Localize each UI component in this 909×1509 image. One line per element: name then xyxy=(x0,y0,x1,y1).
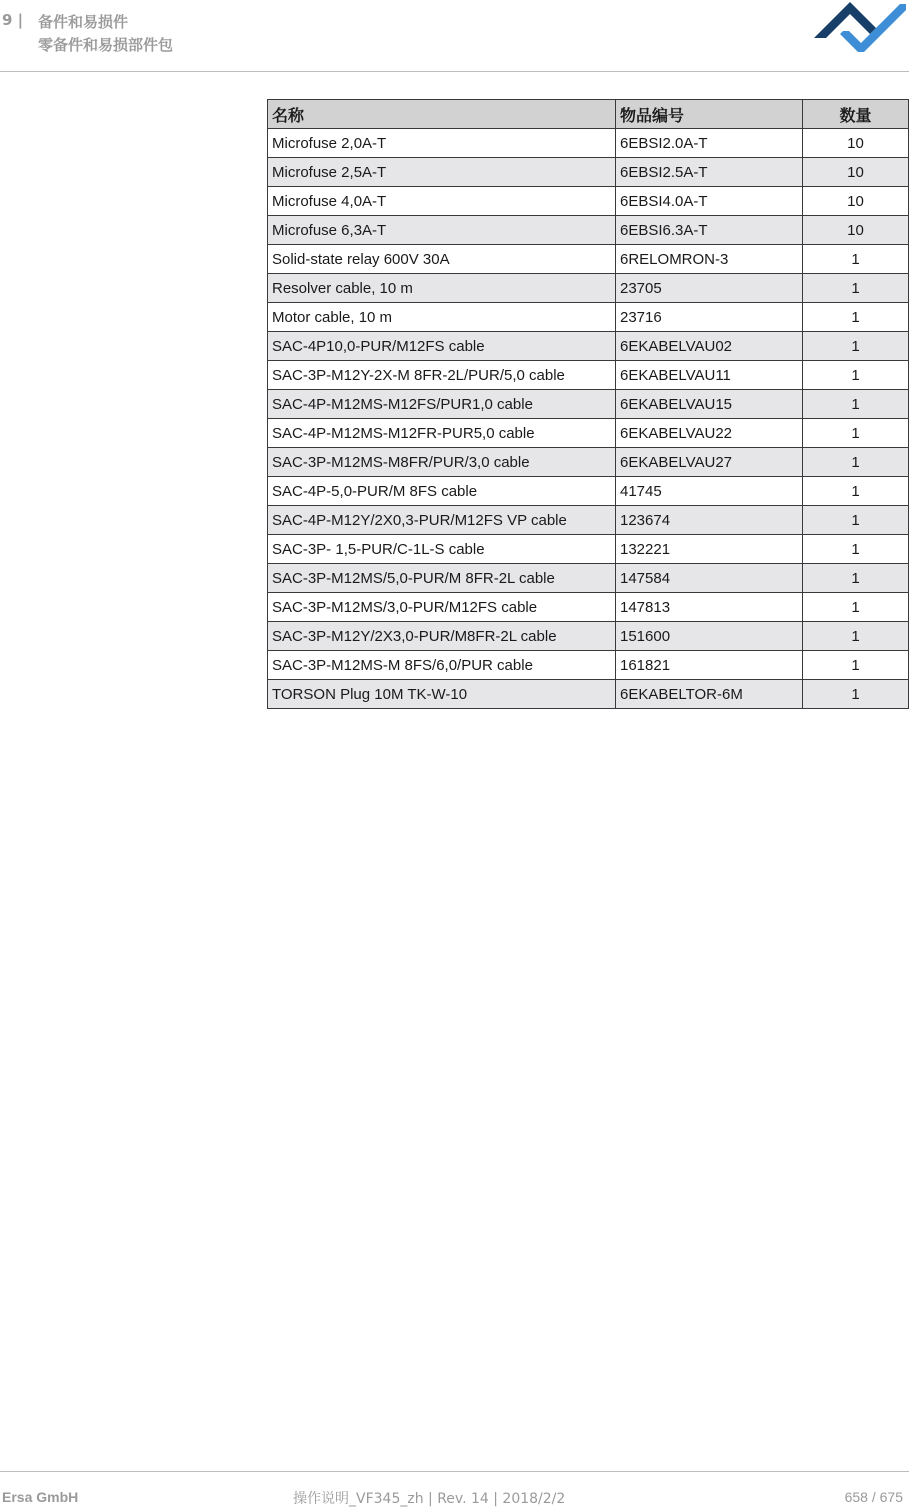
cell-article-number: 41745 xyxy=(616,477,803,506)
table-row xyxy=(268,622,909,651)
table-body xyxy=(268,129,909,709)
cell-name: SAC-3P-M12Y-2X-M 8FR-2L/PUR/5,0 cable xyxy=(268,361,616,390)
table-row xyxy=(268,448,909,477)
cell-quantity: 1 xyxy=(803,622,909,651)
table-row xyxy=(268,187,909,216)
cell-name: SAC-4P10,0-PUR/M12FS cable xyxy=(268,332,616,361)
cell-quantity: 1 xyxy=(803,535,909,564)
ersa-logo-icon xyxy=(814,2,906,60)
table-row xyxy=(268,216,909,245)
table-row xyxy=(268,593,909,622)
cell-name: Resolver cable, 10 m xyxy=(268,274,616,303)
cell-quantity: 1 xyxy=(803,274,909,303)
cell-article-number: 6EBSI4.0A-T xyxy=(616,187,803,216)
cell-name: Microfuse 2,0A-T xyxy=(268,129,616,158)
table-row xyxy=(268,419,909,448)
table-row xyxy=(268,680,909,709)
cell-quantity: 10 xyxy=(803,158,909,187)
cell-quantity: 1 xyxy=(803,303,909,332)
header-divider xyxy=(0,71,909,72)
table-row xyxy=(268,477,909,506)
cell-article-number: 6EKABELVAU02 xyxy=(616,332,803,361)
table-row xyxy=(268,332,909,361)
cell-quantity: 1 xyxy=(803,361,909,390)
table-row xyxy=(268,274,909,303)
cell-name: SAC-3P-M12MS-M 8FS/6,0/PUR cable xyxy=(268,651,616,680)
cell-article-number: 132221 xyxy=(616,535,803,564)
cell-name: SAC-3P-M12MS/5,0-PUR/M 8FR-2L cable xyxy=(268,564,616,593)
cell-name: Microfuse 6,3A-T xyxy=(268,216,616,245)
table-row xyxy=(268,564,909,593)
cell-article-number: 123674 xyxy=(616,506,803,535)
cell-article-number: 23705 xyxy=(616,274,803,303)
cell-quantity: 1 xyxy=(803,506,909,535)
cell-name: SAC-4P-M12MS-M12FR-PUR5,0 cable xyxy=(268,419,616,448)
cell-article-number: 6EKABELVAU27 xyxy=(616,448,803,477)
cell-article-number: 6EBSI6.3A-T xyxy=(616,216,803,245)
cell-name: SAC-4P-5,0-PUR/M 8FS cable xyxy=(268,477,616,506)
cell-name: Microfuse 2,5A-T xyxy=(268,158,616,187)
cell-quantity: 1 xyxy=(803,651,909,680)
cell-name: Microfuse 4,0A-T xyxy=(268,187,616,216)
cell-article-number: 6RELOMRON-3 xyxy=(616,245,803,274)
chapter-title-line1: 备件和易损件 xyxy=(38,13,129,31)
cell-name: SAC-3P-M12Y/2X3,0-PUR/M8FR-2L cable xyxy=(268,622,616,651)
cell-name: TORSON Plug 10M TK-W-10 xyxy=(268,680,616,709)
cell-quantity: 1 xyxy=(803,593,909,622)
table-row xyxy=(268,245,909,274)
cell-article-number: 6EBSI2.5A-T xyxy=(616,158,803,187)
footer-company: Ersa GmbH xyxy=(2,1489,79,1505)
cell-name: SAC-4P-M12MS-M12FS/PUR1,0 cable xyxy=(268,390,616,419)
cell-quantity: 1 xyxy=(803,477,909,506)
cell-article-number: 151600 xyxy=(616,622,803,651)
table-row xyxy=(268,651,909,680)
cell-name: SAC-3P-M12MS-M8FR/PUR/3,0 cable xyxy=(268,448,616,477)
cell-name: SAC-4P-M12Y/2X0,3-PUR/M12FS VP cable xyxy=(268,506,616,535)
cell-article-number: 147813 xyxy=(616,593,803,622)
footer-divider xyxy=(0,1471,909,1472)
cell-article-number: 147584 xyxy=(616,564,803,593)
cell-article-number: 6EBSI2.0A-T xyxy=(616,129,803,158)
cell-quantity: 1 xyxy=(803,390,909,419)
cell-name: Motor cable, 10 m xyxy=(268,303,616,332)
cell-quantity: 10 xyxy=(803,187,909,216)
page-header xyxy=(0,0,909,72)
chapter-title-line2: 零备件和易损部件包 xyxy=(38,36,174,54)
cell-quantity: 1 xyxy=(803,245,909,274)
table-row xyxy=(268,506,909,535)
column-header-quantity: 数量 xyxy=(803,100,909,129)
cell-article-number: 23716 xyxy=(616,303,803,332)
table-row xyxy=(268,158,909,187)
cell-name: SAC-3P- 1,5-PUR/C-1L-S cable xyxy=(268,535,616,564)
cell-quantity: 10 xyxy=(803,129,909,158)
column-header-name: 名称 xyxy=(268,100,616,129)
table-row xyxy=(268,361,909,390)
cell-article-number: 6EKABELVAU11 xyxy=(616,361,803,390)
cell-quantity: 1 xyxy=(803,332,909,361)
cell-name: SAC-3P-M12MS/3,0-PUR/M12FS cable xyxy=(268,593,616,622)
cell-quantity: 1 xyxy=(803,564,909,593)
spare-parts-table xyxy=(267,99,909,709)
footer-page-number: 658 / 675 xyxy=(844,1489,903,1505)
table-row xyxy=(268,390,909,419)
table-row xyxy=(268,129,909,158)
cell-quantity: 1 xyxy=(803,419,909,448)
table-row xyxy=(268,303,909,332)
footer-document-info: 操作说明_VF345_zh | Rev. 14 | 2018/2/2 xyxy=(293,1491,566,1507)
cell-article-number: 6EKABELTOR-6M xyxy=(616,680,803,709)
cell-quantity: 10 xyxy=(803,216,909,245)
table-row xyxy=(268,535,909,564)
cell-article-number: 6EKABELVAU22 xyxy=(616,419,803,448)
chapter-number: 9 | xyxy=(2,11,24,29)
cell-article-number: 161821 xyxy=(616,651,803,680)
column-header-article-number: 物品编号 xyxy=(616,100,803,129)
cell-article-number: 6EKABELVAU15 xyxy=(616,390,803,419)
cell-quantity: 1 xyxy=(803,680,909,709)
cell-name: Solid-state relay 600V 30A xyxy=(268,245,616,274)
cell-quantity: 1 xyxy=(803,448,909,477)
table-header-row xyxy=(268,100,909,129)
chapter-title xyxy=(38,11,173,57)
